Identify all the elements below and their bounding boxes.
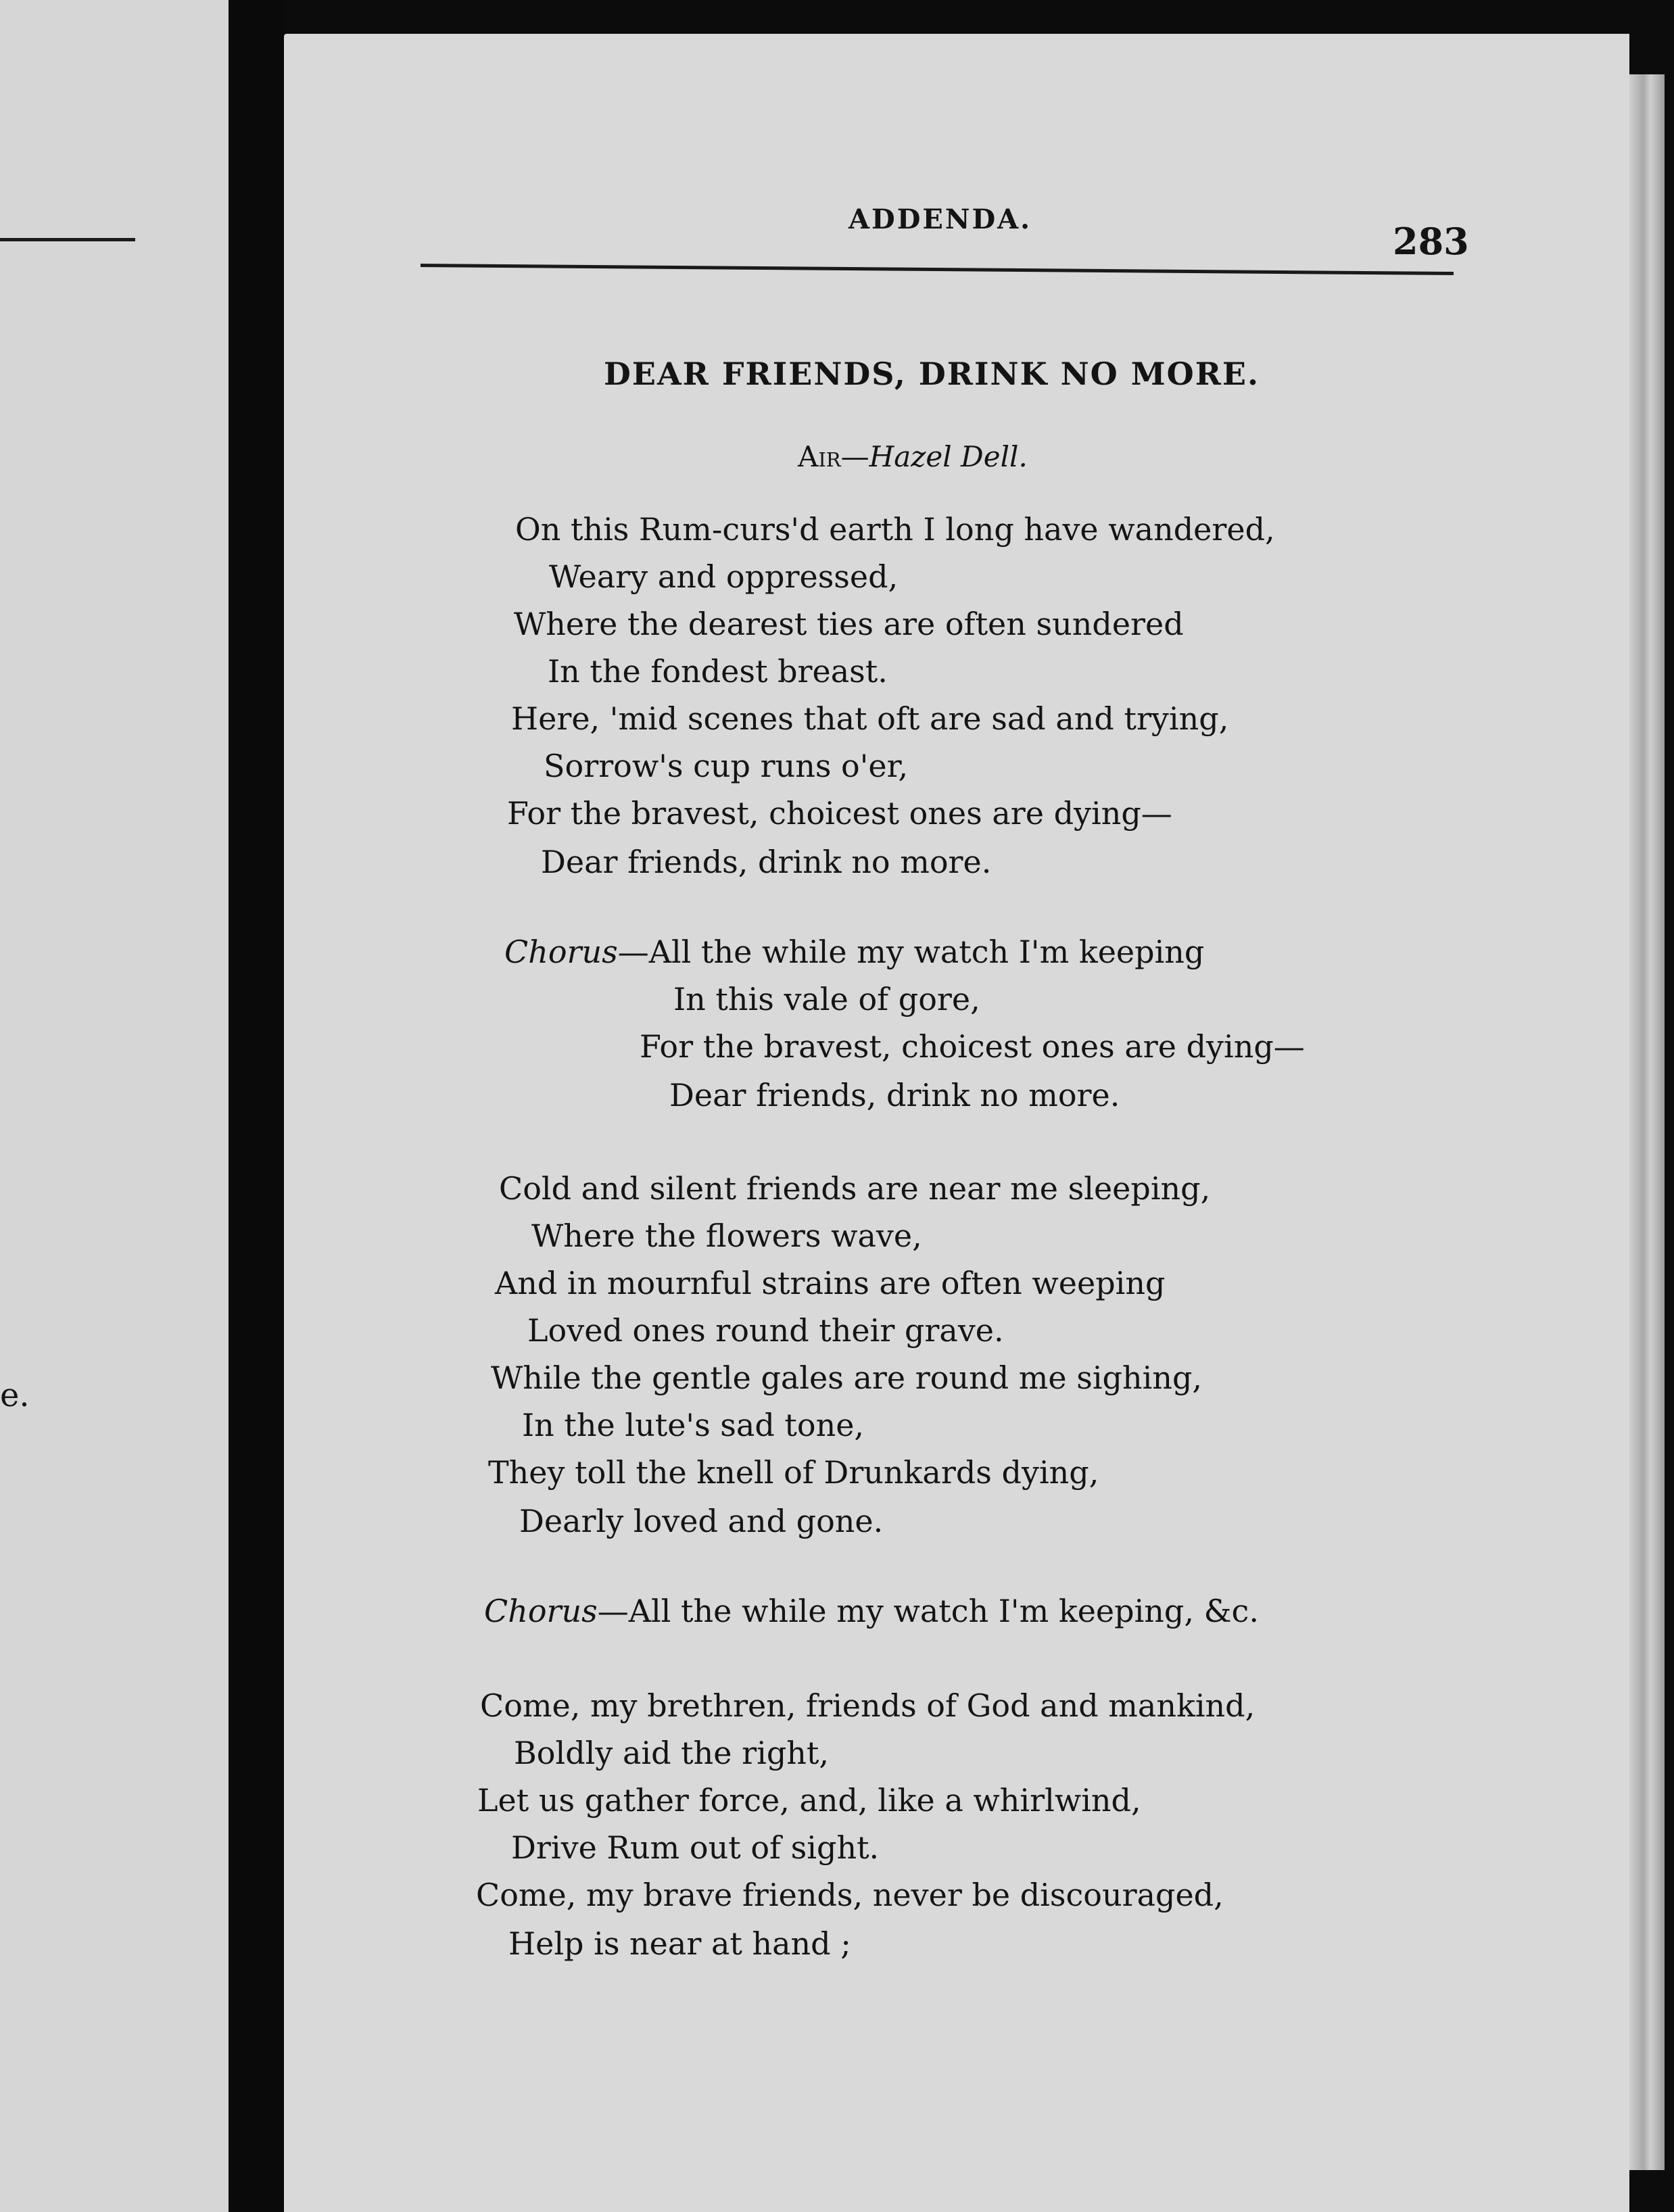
- left-facing-page: [0, 0, 229, 2212]
- chorus-label: Chorus: [504, 934, 618, 970]
- verse-line: While the gentle gales are round me sighing,: [491, 1360, 1203, 1396]
- verse-line: Sorrow's cup runs o'er,: [544, 748, 909, 784]
- running-head: ADDENDA.: [848, 203, 1032, 235]
- verse-line: Weary and oppressed,: [549, 558, 899, 595]
- verse-line: They toll the knell of Drunkards dying,: [488, 1454, 1099, 1491]
- verse-line: Come, my brave friends, never be discouraged,: [476, 1877, 1224, 1913]
- chorus-label: Chorus: [484, 1593, 598, 1629]
- verse-line: For the bravest, choicest ones are dying—: [507, 795, 1172, 832]
- verse-line: Dear friends, drink no more.: [541, 844, 992, 880]
- verse-line: In the fondest breast.: [548, 653, 888, 690]
- page-number: 283: [1393, 220, 1469, 263]
- chorus-line: In this vale of gore,: [673, 981, 980, 1017]
- chorus-text: —All the while my watch I'm keeping, &c.: [597, 1593, 1259, 1629]
- chorus-text: —All the while my watch I'm keeping: [617, 934, 1205, 970]
- verse-line: Where the flowers wave,: [531, 1218, 922, 1254]
- air-line: [798, 440, 1028, 473]
- air-label: Air—: [798, 440, 869, 473]
- page-edge: [1629, 74, 1665, 2170]
- book-gutter: [229, 0, 284, 2212]
- chorus-line: Dear friends, drink no more.: [669, 1077, 1120, 1113]
- verse-line: Loved ones round their grave.: [527, 1312, 1004, 1349]
- verse-line: Cold and silent friends are near me sleeping,: [499, 1170, 1211, 1207]
- chorus-line: [484, 1595, 1259, 1627]
- verse-line: Boldly aid the right,: [514, 1735, 830, 1771]
- verse-line: Come, my brethren, friends of God and mankind,: [480, 1687, 1256, 1724]
- chorus-line: For the bravest, choicest ones are dying—: [640, 1028, 1305, 1065]
- verse-line: Where the dearest ties are often sundered: [514, 606, 1184, 642]
- verse-line: Help is near at hand ;: [508, 1925, 851, 1962]
- verse-line: Dearly loved and gone.: [519, 1503, 884, 1539]
- verse-line: Drive Rum out of sight.: [511, 1829, 880, 1866]
- poem-title: DEAR FRIENDS, DRINK NO MORE.: [604, 356, 1260, 392]
- left-page-rule: [0, 238, 135, 241]
- verse-line: In the lute's sad tone,: [522, 1407, 865, 1443]
- verse-line: On this Rum-curs'd earth I long have wandered,: [515, 511, 1275, 548]
- left-page-text-fragment: e.: [0, 1376, 30, 1414]
- verse-line: Here, 'mid scenes that oft are sad and trying,: [511, 700, 1229, 737]
- verse-line: Let us gather force, and, like a whirlwind,: [477, 1782, 1141, 1819]
- air-tune: Hazel Dell.: [869, 440, 1028, 473]
- verse-line: And in mournful strains are often weeping: [495, 1265, 1166, 1301]
- chorus-line: [504, 934, 1205, 970]
